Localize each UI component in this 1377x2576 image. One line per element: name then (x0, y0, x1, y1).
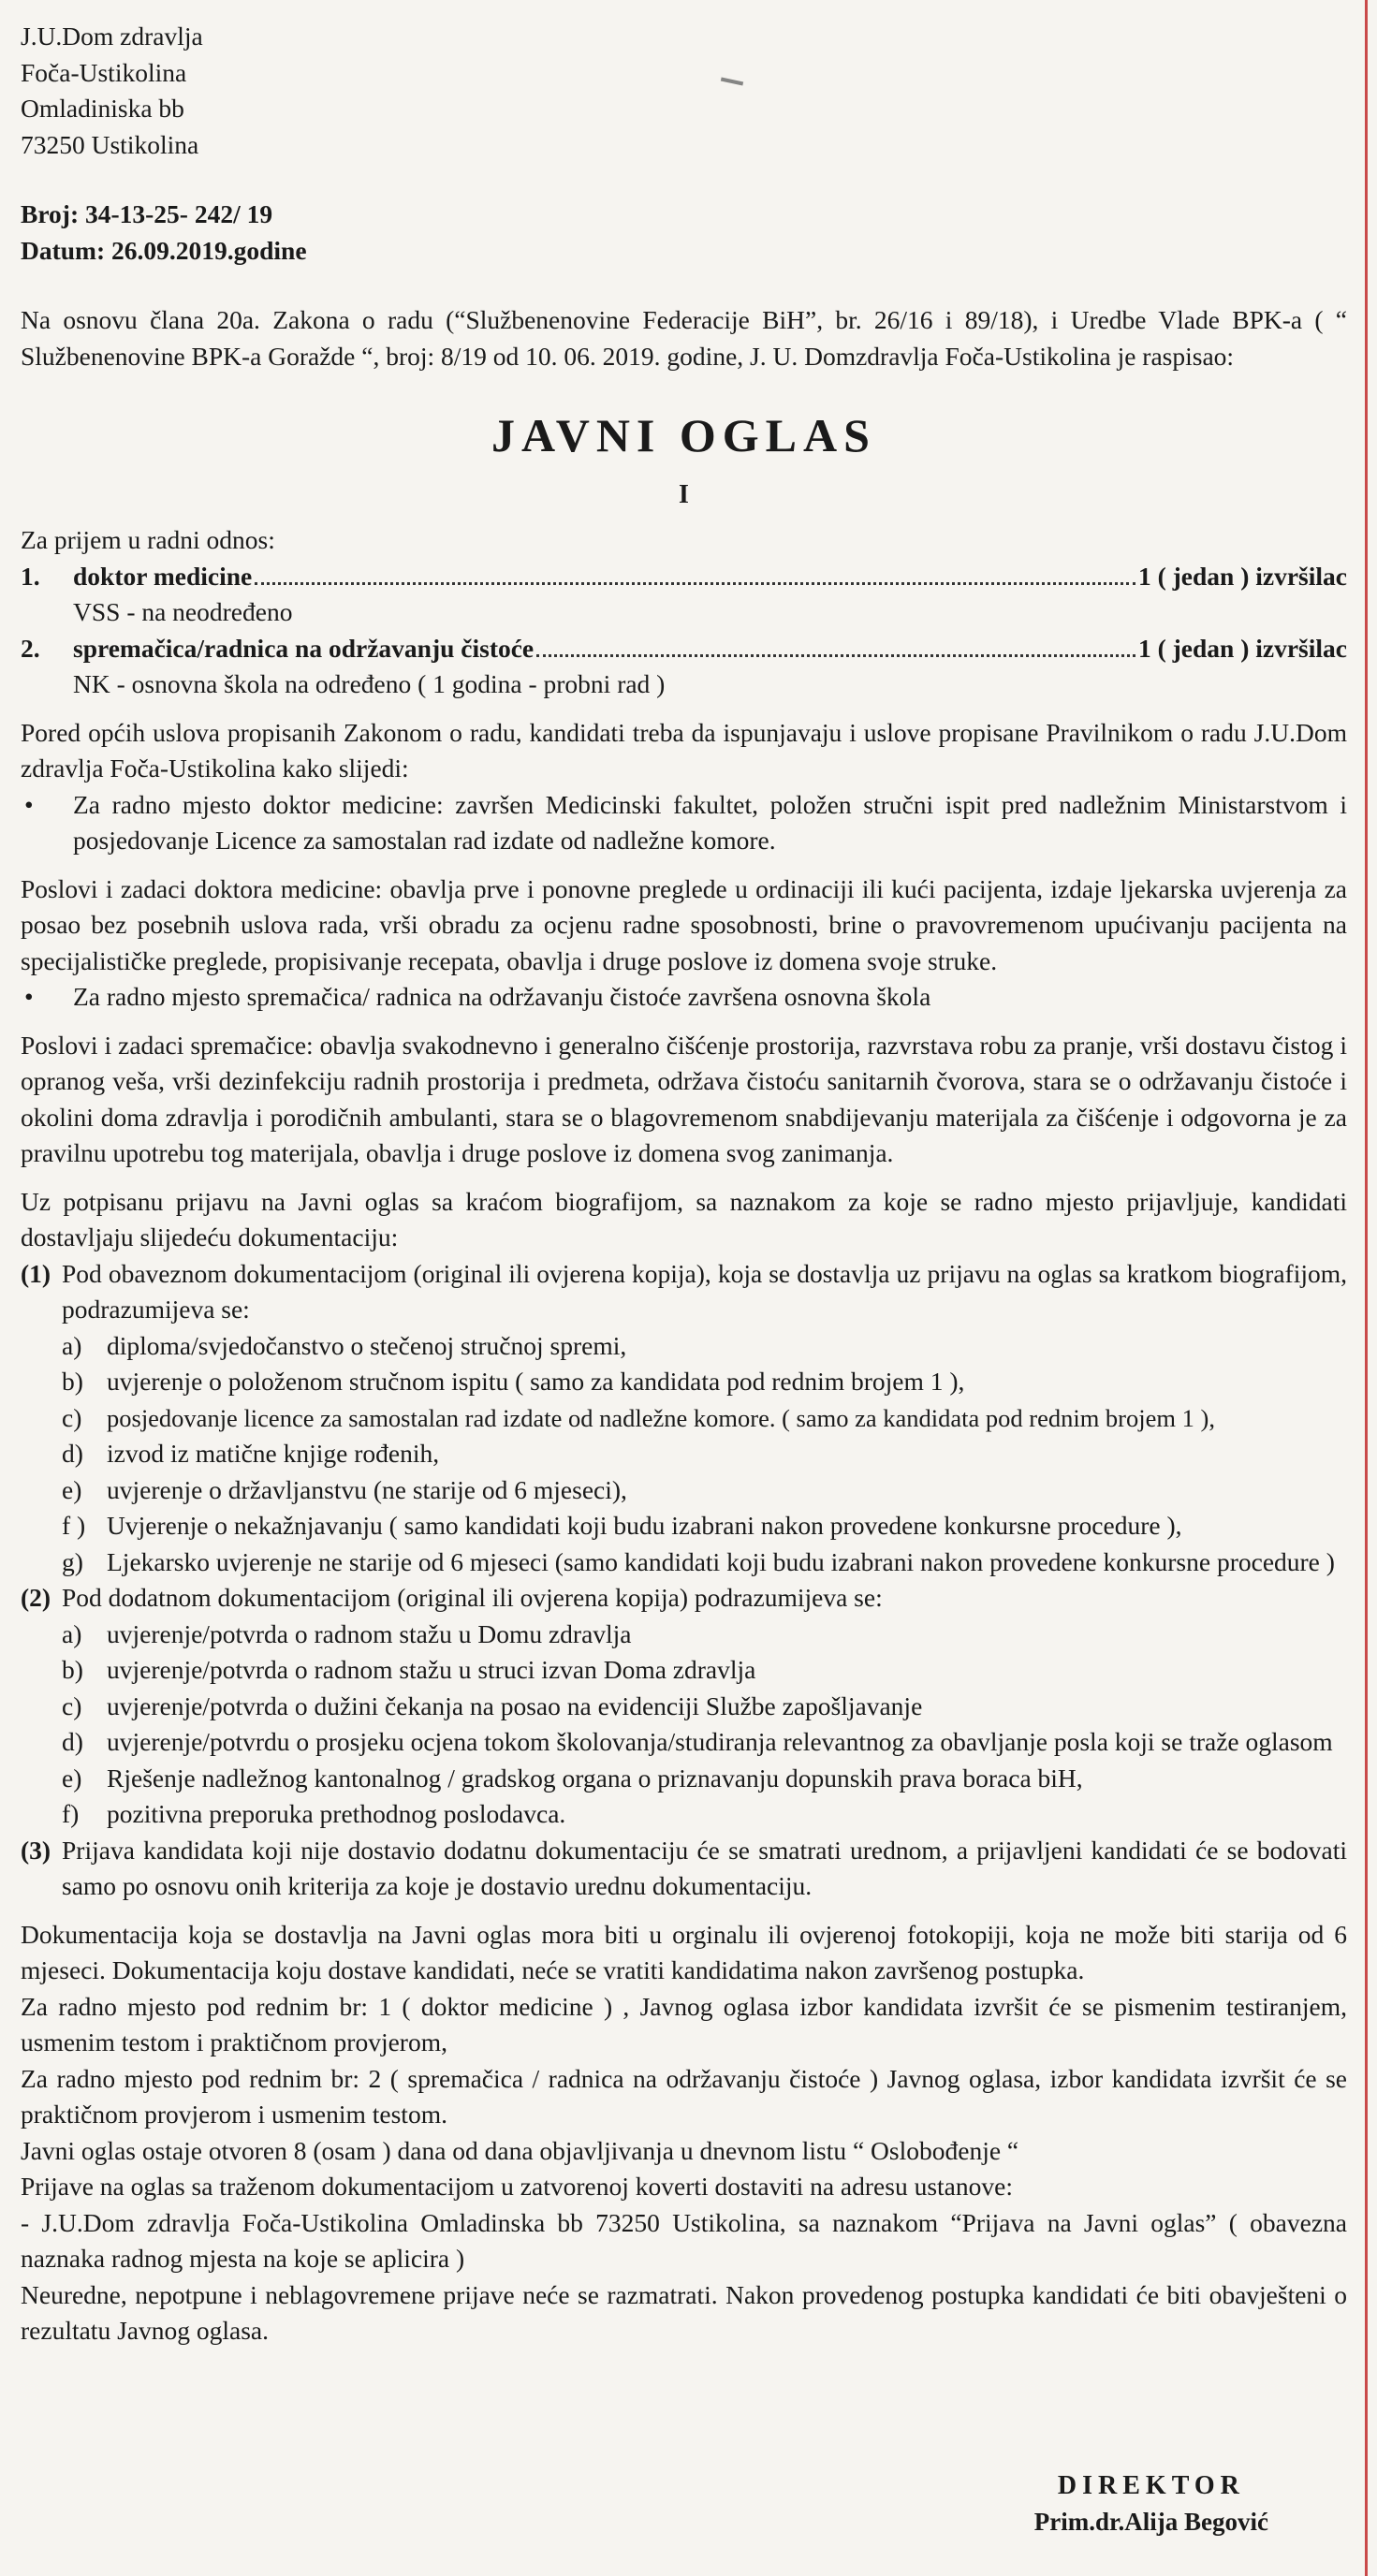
closing-paragraph: Javni oglas ostaje otvoren 8 (osam ) dana od dana objavljivanja u dnevnom listu “ Oslobođenje “ (21, 2135, 1019, 2165)
mandatory-docs (21, 1256, 1347, 1328)
list-item (21, 1364, 1347, 1400)
item-text: Pod dodatnom dokumentacijom (original ili ovjerena kopija) podrazumijeva se: (62, 1583, 883, 1612)
item-marker: f ) (62, 1511, 86, 1540)
closing-paragraph: - J.U.Dom zdravlja Foča-Ustikolina Omladinska bb 73250 Ustikolina, sa naznakom “Prijava na Javni oglas” ( obavezna naznaka radnog mjesta na koje se aplicira ) (21, 2207, 1347, 2273)
item-text: Uvjerenje o nekažnjavanju ( samo kandidati koji budu izabrani nakon provedene konkursne procedure ), (107, 1511, 1182, 1540)
prijem-label: Za prijem u radni odnos: (21, 525, 275, 554)
dot-leader (255, 582, 1135, 585)
closing-paragraph: Dokumentacija koja se dostavlja na Javni oglas mora biti u orginalu ili ovjerenoj fotokopiji, koja ne može biti starija od 6 mjeseci. Dokumentacija koju dostave kandidati, neće se vratiti kandidatima nakon završenog postupka. (21, 1919, 1347, 1984)
list-item (21, 1724, 1347, 1761)
address-line: J.U.Dom zdravlja (21, 22, 203, 51)
item-marker: g) (62, 1546, 83, 1576)
item-marker: b) (62, 1367, 83, 1396)
document-title: JAVNI OGLAS (491, 409, 876, 461)
job-description: NK - osnovna škola na određeno ( 1 godina - probni rad ) (73, 669, 666, 698)
item-number: (1) (21, 1258, 51, 1288)
signatory-role: DIREKTOR (1057, 2471, 1245, 2500)
item-text: izvod iz matične knjige rođenih, (107, 1439, 440, 1468)
signatory-name: Prim.dr.Alija Begović (1033, 2508, 1268, 2536)
bullet-item (21, 787, 1347, 859)
job-line-1 (21, 559, 1347, 595)
item-text: Ljekarsko uvjerenje ne starije od 6 mjeseci (samo kandidati koji budu izabrani nakon provedene konkursne procedure ) (107, 1546, 1335, 1576)
address-line: Omladiniska bb (21, 94, 184, 123)
page-edge-line (1365, 0, 1368, 2576)
item-marker: c) (62, 1402, 82, 1432)
job-title: doktor medicine (73, 561, 253, 591)
bullet-item (21, 979, 1347, 1016)
item-text: diploma/svjedočanstvo o stečenoj stručnoj spremi, (107, 1330, 627, 1360)
bullet-marker: • (24, 982, 34, 1011)
reference-number: Broj: 34-13-25- 242/ 19 (21, 199, 273, 228)
job-line-2 (21, 631, 1347, 667)
item-text: posjedovanje licence za samostalan rad izdate od nadležne komore. ( samo za kandidata pod rednim brojem 1 ), (107, 1403, 1215, 1432)
item-number: (3) (21, 1835, 51, 1865)
job-count: 1 ( jedan ) izvršilac (1137, 561, 1347, 591)
reference-block (21, 197, 1347, 269)
bullet-text: Za radno mjesto spremačica/ radnica na održavanju čistoće završena osnovna škola (73, 982, 931, 1011)
signature-block (1034, 2468, 1268, 2539)
item-text: Prijava kandidata koji nije dostavio dodatnu dokumentaciju će se smatrati urednom, a prijavljeni kandidati će se bodovati samo po osnovu onih kriterija za koje je dostavio urednu dokumentaciju. (62, 1835, 1347, 1900)
dot-leader (536, 654, 1135, 657)
job-count: 1 ( jedan ) izvršilac (1137, 633, 1347, 663)
job-number: 2. (21, 633, 40, 663)
closing-section (21, 1917, 1347, 2349)
list-item (21, 1508, 1347, 1544)
item-marker: a) (62, 1330, 82, 1360)
item-text: uvjerenje o položenom stručnom ispitu ( samo za kandidata pod rednim brojem 1 ), (107, 1367, 965, 1396)
bullet-marker: • (24, 789, 34, 819)
item-text: uvjerenje/potvrda o dužini čekanja na posao na evidenciji Službe zapošljavanje (107, 1690, 923, 1720)
closing-paragraph: Za radno mjesto pod rednim br: 2 ( spremačica / radnica na održavanju čistoće ) Javnog oglasa, izbor kandidata izvršit će se praktičnom provjerom i usmenim testom. (21, 2063, 1347, 2129)
duties-cleaner-paragraph: Poslovi i zadaci spremačice: obavlja svakodnevno i generalno čišćenje prostorija, razvrstava robu za pranje, vrši dostavu čistog i opranog veša, vrši dezinfekciju radnih prostorija i predmeta, održava čistoću sanitarnih čvorova, stara se o održavanju čistoće i okolini doma zdravlja i porodičnih ambulanti, stara se o blagovremenom snabdijevanju materijala za čišćenje i odgovorna je za pravilnu upotrebu tog materijala, obavlja i druge poslove iz domena svog zanimanja. (21, 1030, 1347, 1167)
list-item (21, 1472, 1347, 1509)
item-text: Rješenje nadležnog kantonalnog / gradskog organa o priznavanju dopunskih prava boraca biH, (107, 1763, 1083, 1793)
job-description: VSS - na neodređeno (73, 597, 293, 626)
additional-docs (21, 1580, 1347, 1617)
item-marker: d) (62, 1727, 83, 1756)
job-number: 1. (21, 561, 40, 591)
item-marker: b) (62, 1655, 83, 1684)
list-item (21, 1761, 1347, 1797)
bullet-text: Za radno mjesto doktor medicine: završen Medicinski fakultet, položen stručni ispit pred nadležnim Ministarstvom i posjedovanje Licence za samostalan rad izdate od nadležne komore. (73, 789, 1347, 855)
sender-address (21, 19, 1347, 163)
address-line: Foča-Ustikolina (21, 57, 187, 87)
list-item (21, 1652, 1347, 1689)
item-marker: c) (62, 1690, 82, 1720)
duties-doctor-paragraph: Poslovi i zadaci doktora medicine: obavlja prve i ponovne preglede u ordinaciji ili kući pacijenta, izdaje ljekarska uvjerenja za posao bez posebnih uslova rada, vrši obradu za ocjenu radne sposobnosti, brine o pravovremenom upućivanju pacijenta na specijalističke preglede, propisivanje recepata, obavlja i druge poslove iz domena svoje struke. (21, 873, 1347, 975)
list-item (21, 1400, 1347, 1437)
conditions-paragraph: Pored općih uslova propisanih Zakonom o radu, kandidati treba da ispunjavaju i uslove propisane Pravilnikom o radu J.U.Dom zdravlja Foča-Ustikolina kako slijedi: (21, 717, 1347, 783)
section-number: I (679, 480, 689, 509)
list-item (21, 1689, 1347, 1725)
closing-paragraph: Za radno mjesto pod rednim br: 1 ( doktor medicine ) , Javnog oglasa izbor kandidata izvršit će se pismenim testiranjem, usmenim testom i praktičnom provjerom, (21, 1991, 1347, 2056)
item-number: (2) (21, 1583, 51, 1612)
reference-date: Datum: 26.09.2019.godine (21, 235, 307, 265)
list-item (21, 1328, 1347, 1365)
item-marker: a) (62, 1618, 82, 1648)
item-text: uvjerenje/potvrdu o prosjeku ocjena tokom školovanja/studiranja relevantnog za obavljanje posla koji se traže oglasom (107, 1727, 1333, 1756)
list-item (21, 1436, 1347, 1472)
item-marker: e) (62, 1763, 82, 1793)
item-marker: d) (62, 1439, 83, 1468)
closing-paragraph: Neuredne, nepotpune i neblagovremene prijave neće se razmatrati. Nakon provedenog postupka kandidati će biti obavješteni o rezultatu Javnog oglasa. (21, 2279, 1347, 2345)
item-marker: f) (62, 1799, 80, 1828)
item-text: uvjerenje o državljanstvu (ne starije od 6 mjeseci), (107, 1474, 627, 1504)
item-text: uvjerenje/potvrda o radnom stažu u Domu zdravlja (107, 1618, 632, 1648)
item-text: pozitivna preporuka prethodnog poslodavca. (107, 1799, 566, 1828)
item-text: Pod obaveznom dokumentacijom (original ili ovjerena kopija), koja se dostavlja uz prijavu na oglas sa kratkom biografijom, podrazumijeva se: (62, 1258, 1347, 1324)
list-item (21, 1544, 1347, 1581)
list-item (21, 1796, 1347, 1833)
job-title: spremačica/radnica na održavanju čistoće (73, 633, 535, 663)
closing-paragraph: Prijave na oglas sa traženom dokumentacijom u zatvorenoj koverti dostaviti na adresu ustanove: (21, 2172, 1013, 2201)
scoring-note (21, 1833, 1347, 1905)
list-item (21, 1617, 1347, 1653)
application-intro: Uz potpisanu prijavu na Javni oglas sa kraćom biografijom, sa naznakom za koje se radno mjesto prijavljuje, kandidati dostavljaju slijedeću dokumentaciju: (21, 1186, 1347, 1251)
intro-paragraph: Na osnovu člana 20a. Zakona o radu (“Službenenovine Federacije BiH”, br. 26/16 i 89/18), i Uredbe Vlade BPK-a ( “ Službenenovine BPK-a Goražde “, broj: 8/19 od 10. 06. 2019. godine, J. U. Domzdravlja Foča-Ustikolina je raspisao: (21, 305, 1347, 371)
address-line: 73250 Ustikolina (21, 129, 199, 159)
item-marker: e) (62, 1474, 82, 1504)
item-text: uvjerenje/potvrda o radnom stažu u struci izvan Doma zdravlja (107, 1655, 756, 1684)
